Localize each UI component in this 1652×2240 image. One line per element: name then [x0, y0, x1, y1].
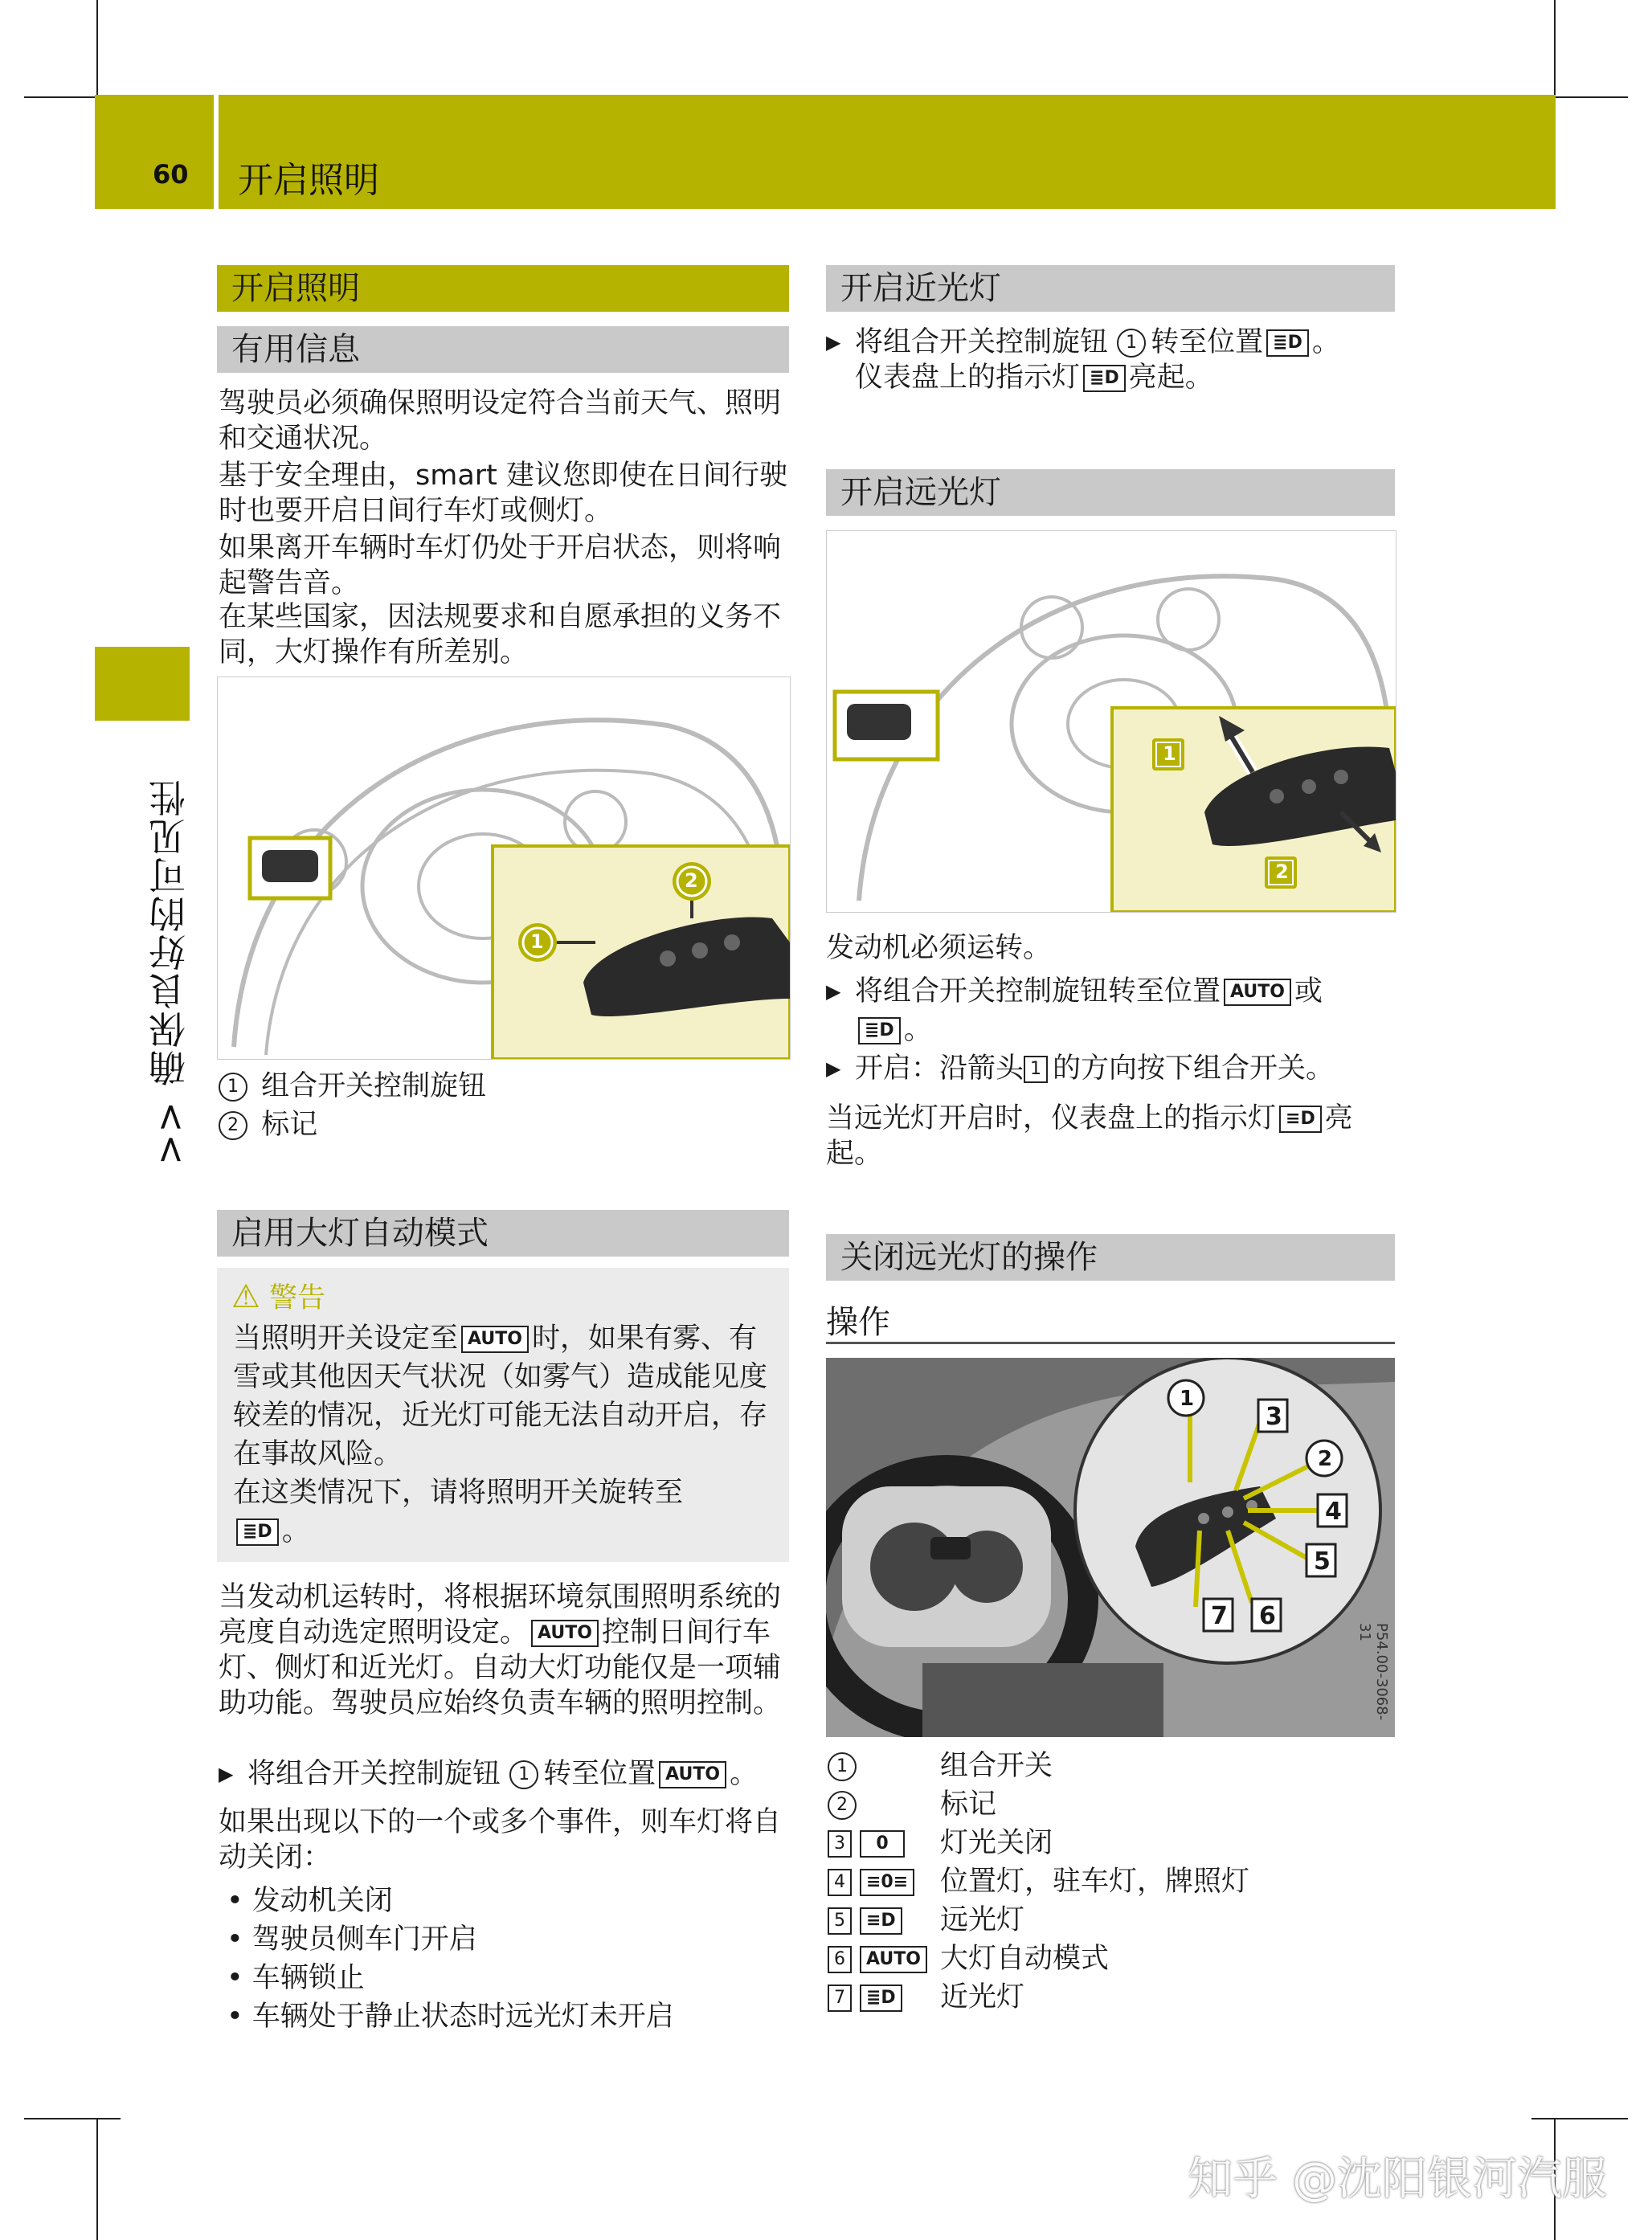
low-beam-chip: ≣D [1083, 365, 1126, 392]
step-text: 开启：沿箭头 [855, 1053, 1024, 1085]
legend-text: 远光灯 [940, 1904, 1025, 1936]
crop-mark [96, 2118, 98, 2240]
section-heading-lighting: 开启照明 [217, 265, 789, 312]
legend-item [828, 1941, 1110, 1976]
side-tab-marker [95, 647, 190, 721]
step-text: 仪表盘上的指示灯 [855, 362, 1081, 394]
low-beam-chip: ≣D [860, 1985, 902, 2012]
note-text: 当远光灯开启时，仪表盘上的指示灯 [826, 1102, 1277, 1134]
step-text: 。 [1311, 326, 1340, 358]
photo-callout-7: 7 [1211, 1602, 1228, 1630]
auto-chip: AUTO [461, 1326, 529, 1353]
legend-number: 2 [828, 1791, 857, 1820]
off-list [227, 1882, 789, 2036]
list-item: • 车辆处于静止状态时远光灯未开启 [227, 2001, 674, 2033]
list-item-text: 车辆处于静止状态时远光灯未开启 [251, 2001, 674, 2033]
photo-callout-3: 3 [1266, 1403, 1282, 1431]
auto-chip: AUTO [860, 1946, 927, 1973]
figure-callout-2: 2 [685, 869, 698, 892]
warning-icon: ⚠ [231, 1278, 260, 1315]
step-high-1 [855, 972, 1401, 1049]
step-text: 的方向按下组合开关。 [1053, 1053, 1335, 1085]
list-item: • 驾驶员侧车门开启 [227, 1923, 477, 1956]
step-text: 将组合开关控制旋钮转至位置 [855, 975, 1221, 1008]
step-low-beam [855, 325, 1401, 395]
section-heading-high-beam: 开启远光灯 [826, 469, 1395, 516]
step-callout: 1 [509, 1760, 538, 1789]
warning-title: 警告 [269, 1282, 326, 1314]
figure-callout-1: 1 [530, 930, 544, 953]
auto-paragraph-pre: 当发动机运转时，将根据环境氛围照明系统的亮度自动选定照明设定。 [219, 1581, 782, 1649]
high-beam-chip: ≡D [860, 1907, 902, 1935]
info-paragraph: 在某些国家，因法规要求和自愿承担的义务不同，大灯操作有所差别。 [219, 601, 782, 668]
legend-text: 标记 [940, 1788, 997, 1821]
note-text: 亮起。 [826, 1102, 1353, 1170]
section-heading-auto-mode: 启用大灯自动模式 [217, 1210, 789, 1257]
step-callout: 1 [1024, 1056, 1048, 1083]
dashboard-photo-illustration [826, 1358, 1395, 1737]
step-text: 或 [1294, 975, 1323, 1008]
list-item: • 车辆锁止 [227, 1962, 365, 1994]
steering-wheel-figure [217, 676, 791, 1060]
crop-mark [1531, 2118, 1628, 2119]
legend-item [828, 1748, 1053, 1784]
auto-paragraph [219, 1580, 791, 1721]
step-text: 将组合开关控制旋钮 [855, 326, 1109, 358]
list-item-text: 发动机关闭 [251, 1885, 393, 1917]
step-text: 转至位置 [1151, 326, 1264, 358]
figure-legend-item [219, 1107, 317, 1142]
low-beam-chip: ≣D [236, 1519, 279, 1546]
legend-text: 组合开关控制旋钮 [261, 1070, 487, 1102]
page-number: 60 [153, 159, 189, 190]
legend-item [828, 1864, 1250, 1899]
section-heading-high-beam-off: 关闭远光灯的操作 [826, 1234, 1395, 1281]
step-text: 亮起。 [1128, 362, 1213, 394]
warning-text-post: 时，如果有雾、有雪或其他因天气状况（如雾气）造成能见度较差的情况，近光灯可能无法自动开启，存在事故风险。 [233, 1322, 768, 1470]
light-off-chip: 0 [860, 1830, 905, 1858]
list-item: • 发动机关闭 [227, 1885, 393, 1917]
warning-box [217, 1268, 789, 1562]
legend-number: 4 [828, 1869, 852, 1896]
legend-number: 5 [828, 1907, 852, 1935]
legend-item [828, 1825, 1053, 1861]
list-item-text: 驾驶员侧车门开启 [251, 1923, 477, 1956]
position-light-chip: ≡0≡ [860, 1869, 914, 1896]
photo-callout-2: 2 [1318, 1447, 1333, 1471]
high-beam-chip: ≡D [1279, 1106, 1322, 1133]
info-paragraph: 驾驶员必须确保照明设定符合当前天气、照明和交通状况。 [219, 387, 782, 455]
legend-item [828, 1980, 1025, 2015]
auto-chip: AUTO [659, 1761, 726, 1788]
photo-callout-5: 5 [1314, 1547, 1331, 1576]
step-callout: 1 [1117, 329, 1146, 358]
list-item-text: 车辆锁止 [251, 1962, 365, 1994]
photo-callout-6: 6 [1259, 1602, 1276, 1630]
header-divider [214, 95, 219, 209]
warning-heading [231, 1276, 325, 1316]
photo-code: P54.00-3068-31 [1356, 1623, 1390, 1721]
steering-wheel-illustration [218, 677, 790, 1059]
step-high-2 [855, 1051, 1401, 1086]
watermark: 知乎 @沈阳银河汽服 [1188, 2153, 1607, 2205]
legend-text: 近光灯 [940, 1981, 1025, 2013]
warning-text-pre: 当照明开关设定至 [233, 1322, 459, 1355]
legend-number: 1 [828, 1752, 857, 1781]
step-text: 转至位置 [543, 1758, 656, 1790]
legend-text: 组合开关 [940, 1750, 1053, 1782]
legend-text: 大灯自动模式 [940, 1943, 1110, 1975]
warning-text [233, 1319, 779, 1474]
info-paragraph: 如果离开车辆时车灯仍处于开启状态，则将响起警告音。 [219, 532, 782, 599]
photo-callout-4: 4 [1325, 1498, 1342, 1526]
low-beam-chip: ≣D [1266, 329, 1309, 357]
auto-paragraph-post: 控制日间行车灯、侧灯和近光灯。自动大灯功能仅是一项辅助功能。驾驶员应始终负责车辆的照明控制。 [219, 1617, 782, 1719]
step-text: 。 [903, 1014, 932, 1046]
info-paragraph: 基于安全理由，smart 建议您即使在日间行驶时也要开启日间行车灯或侧灯。 [219, 460, 788, 527]
warning-advice-end: 。 [281, 1515, 310, 1547]
legend-item [828, 1903, 1025, 1938]
page-title: 开启照明 [238, 160, 379, 201]
off-intro: 如果出现以下的一个或多个事件，则车灯将自动关闭： [219, 1806, 782, 1874]
warning-advice [233, 1474, 779, 1551]
legend-number: 3 [828, 1830, 852, 1858]
high-beam-figure [826, 530, 1396, 913]
auto-chip: AUTO [1224, 979, 1291, 1006]
legend-number: 1 [219, 1073, 247, 1102]
section-heading-low-beam: 开启近光灯 [826, 265, 1395, 312]
legend-text: 标记 [261, 1109, 318, 1141]
legend-text: 位置灯，驻车灯，牌照灯 [940, 1866, 1250, 1898]
step-auto [247, 1756, 794, 1792]
high-beam-illustration [827, 531, 1396, 912]
operation-rule [826, 1342, 1395, 1344]
figure-callout-1: 1 [1163, 742, 1176, 765]
legend-number: 2 [219, 1111, 247, 1140]
crop-mark [24, 2118, 121, 2119]
auto-chip: AUTO [531, 1620, 599, 1647]
operation-heading: 操作 [826, 1304, 890, 1341]
figure-legend-item [219, 1069, 486, 1104]
high-beam-note [826, 1101, 1395, 1171]
side-section-title: >> 确保良好的可见性 [148, 778, 191, 1165]
legend-number: 6 [828, 1946, 852, 1973]
step-end: 。 [730, 1758, 759, 1790]
dashboard-photo [826, 1358, 1395, 1737]
legend-item [828, 1787, 997, 1822]
legend-text: 灯光关闭 [940, 1827, 1053, 1859]
engine-note: 发动机必须运转。 [826, 932, 1052, 964]
low-beam-chip: ≣D [858, 1017, 901, 1044]
photo-callout-1: 1 [1180, 1387, 1195, 1411]
legend-number: 7 [828, 1985, 852, 2012]
warning-advice-text: 在这类情况下，请将照明开关旋转至 [233, 1477, 684, 1509]
figure-callout-2: 2 [1275, 860, 1289, 883]
step-text: 将组合开关控制旋钮 [247, 1758, 501, 1790]
section-heading-info: 有用信息 [217, 326, 789, 373]
page-header [95, 95, 1556, 209]
